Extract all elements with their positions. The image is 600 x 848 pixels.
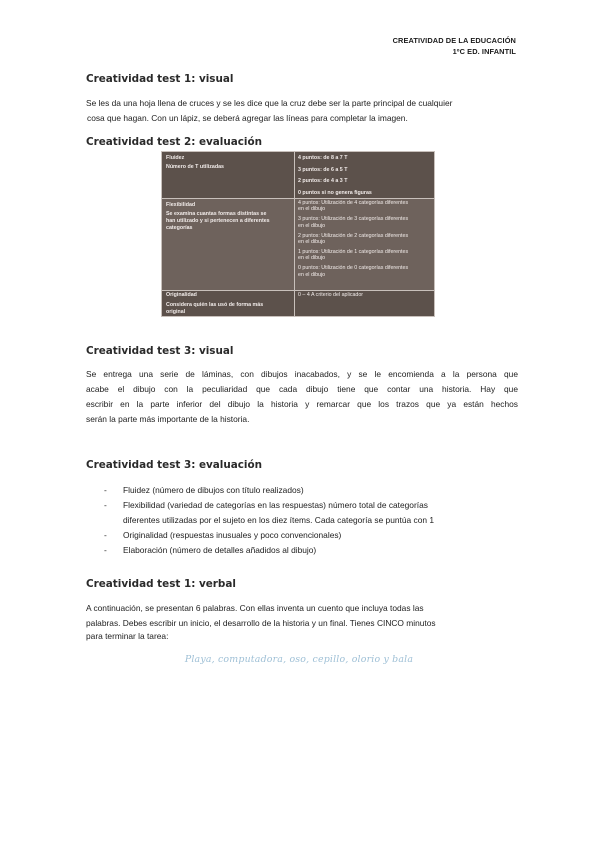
text-line: Se entrega una serie de láminas, con dibujos inacabados, y se le encomienda a la persona que (86, 369, 518, 379)
section-title-evaluation-test-2: Creatividad test 2: evaluación (86, 136, 263, 148)
section-title-visual-test-3: Creatividad test 3: visual (86, 345, 234, 357)
text-line: palabras. Debes escribir un inicio, el desarrollo de la historia y un final. Tienes CINCO minutos (86, 618, 436, 628)
paragraph-verbal-test-1 (86, 601, 518, 642)
text-line: acabe el dibujo con la peculiaridad que cada dibujo tiene que contar una historia. Hay que (86, 384, 518, 394)
word-list-image: Playa, computadora, oso, cepillo, olorio y bala (184, 654, 414, 665)
paragraph-visual-test-3 (86, 367, 518, 427)
text-line: Se les da una hoja llena de cruces y se les dice que la cruz debe ser la parte principal de cualquier (86, 98, 453, 108)
list-item (104, 483, 514, 498)
text-line: A continuación, se presentan 6 palabras. Con ellas inventa un cuento que incluya todas las (86, 603, 424, 613)
score-line: 4 puntos: de 8 a 7 T (298, 155, 348, 161)
criterion-description: Se examina cuantas formas distintas se (166, 211, 267, 217)
course-group: 1ºC ED. INFANTIL (452, 47, 516, 56)
list-item-text: Elaboración (número de detalles añadidos al dibujo) (123, 545, 317, 555)
criterion-cell (162, 152, 294, 198)
score-line: 0 – 4 A criterio del aplicador (298, 292, 364, 298)
score-line: 3 puntos: de 6 a 5 T (298, 166, 348, 173)
score-cell (294, 152, 434, 198)
score-line: 2 puntos: de 4 a 3 T (298, 178, 348, 184)
evaluation-table (161, 151, 435, 317)
text-line: serán la parte más importante de la historia. (86, 414, 250, 424)
criterion-cell (162, 291, 294, 316)
list-item-text: diferentes utilizadas por el sujeto en los diez ítems. Cada categoría se puntúa con 1 (123, 515, 434, 525)
list-item-text: Flexibilidad (variedad de categorías en las respuestas) número total de categorías (123, 500, 428, 510)
criterion-description: han utilizado y si pertenecen a diferentes (166, 218, 270, 224)
table-row-fluidez (162, 152, 434, 199)
table-row-originalidad (162, 291, 434, 316)
score-line: 1 puntos: Utilización de 1 categorías diferentes en el dibujo (298, 248, 409, 262)
list-item-text: Fluidez (número de dibujos con título realizados) (123, 485, 304, 495)
score-line: 2 puntos: Utilización de 2 categorías diferentes en el dibujo (298, 232, 409, 246)
criterion-title: Flexibilidad (166, 202, 196, 208)
list-bullet: - (104, 500, 107, 510)
section-title-evaluation-test-3: Creatividad test 3: evaluación (86, 459, 263, 471)
criterion-cell (162, 199, 294, 290)
list-item (104, 498, 514, 528)
score-line: 4 puntos: Utilización de 4 categorías diferentes en el dibujo (298, 200, 409, 213)
criterion-description: original (166, 309, 186, 315)
text-line: cosa que hagan. Con un lápiz, se deberá agregar las líneas para completar la imagen. (87, 113, 408, 123)
score-cell (294, 199, 434, 290)
criterion-description: Considera quién las usó de forma más (166, 302, 264, 308)
list-bullet: - (104, 485, 107, 495)
criterion-title: Fluidez (166, 155, 185, 161)
score-line: 0 puntos si no genera figuras (298, 189, 372, 196)
text-line: para terminar la tarea: (86, 631, 169, 641)
list-item (104, 528, 514, 543)
list-item (104, 543, 514, 558)
section-title-verbal-test-1: Creatividad test 1: verbal (86, 578, 236, 590)
criterion-title: Originalidad (166, 292, 197, 298)
document-header (393, 35, 516, 57)
course-title: CREATIVIDAD DE LA EDUCACIÓN (392, 36, 516, 45)
list-bullet: - (104, 545, 107, 555)
criterion-description: categorías (166, 225, 193, 231)
criterion-description: Número de T utilizadas (166, 164, 224, 170)
text-line: escribir en la parte inferior del dibujo la historia y remarcar que los trazos que ya están hechos (86, 399, 518, 409)
table-row-flexibilidad (162, 199, 434, 291)
paragraph-visual-test-1 (86, 96, 518, 126)
score-cell (294, 291, 434, 316)
score-line: 3 puntos: Utilización de 3 categorías diferentes en el dibujo (298, 216, 409, 229)
list-item-text: Originalidad (respuestas inusuales y poco convencionales) (123, 530, 342, 540)
criteria-list (104, 483, 514, 558)
list-bullet: - (104, 530, 107, 540)
score-line: 0 puntos: Utilización de 0 categorías diferentes en el dibujo (298, 265, 409, 278)
section-title-visual-test-1: Creatividad test 1: visual (86, 73, 234, 85)
